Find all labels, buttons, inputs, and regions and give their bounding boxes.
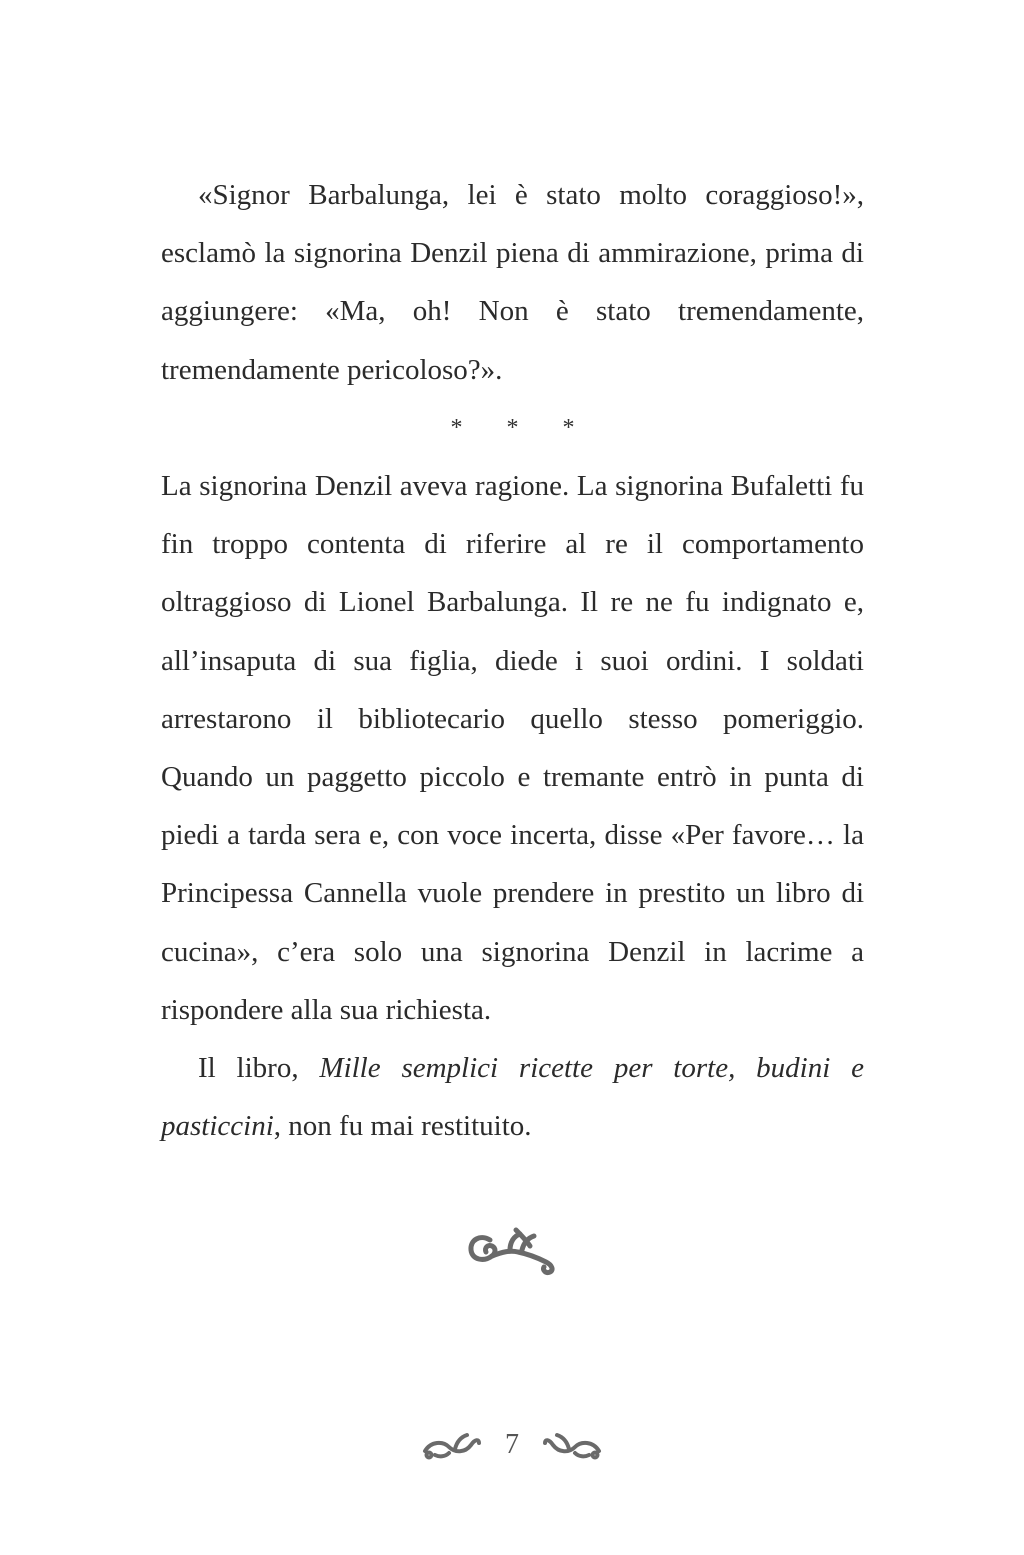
paragraph-1: «Signor Barbalunga, lei è stato molto coraggioso!», esclamò la signorina Denzil piena di ammirazione, prima di aggiungere: «Ma, oh! Non è stato tremendamente, tremendamente pericoloso?». — [161, 179, 864, 386]
flourish-ornament-icon — [466, 1222, 556, 1278]
separator-star: * — [562, 414, 575, 441]
right-flourish-icon — [541, 1429, 603, 1461]
paragraph-2: La signorina Denzil aveva ragione. La signorina Bufaletti fu fin troppo contenta di riferire al re il comportamento oltraggioso di Lionel Barbalunga. Il re ne fu indignato e, all’insaputa di sua figlia, diede i suoi ordini. I soldati arrestarono il bibliotecario quello stesso pomeriggio. Quando un paggetto piccolo e tremante entrò in punta di piedi a tarda sera e, con voce incerta, disse «Per favore… la Principessa Cannella vuole prendere in prestito un libro di cucina», c’era solo una signorina Denzil in lacrime a rispondere alla sua richiesta. — [161, 470, 864, 1026]
separator-star: * — [450, 414, 463, 441]
separator-star: * — [506, 414, 519, 441]
paragraph-3 — [161, 1039, 864, 1155]
text-body — [161, 166, 864, 1155]
page-footer — [0, 1420, 1024, 1470]
paragraph-3-start: Il libro, — [198, 1052, 320, 1085]
left-flourish-icon — [421, 1429, 483, 1461]
book-title: Mille semplici ricette per torte, budini e pasticcini — [161, 1052, 864, 1143]
section-separator — [161, 399, 864, 457]
page-number: 7 — [505, 1429, 519, 1460]
paragraph-3-end: , non fu mai restituito. — [273, 1110, 532, 1143]
